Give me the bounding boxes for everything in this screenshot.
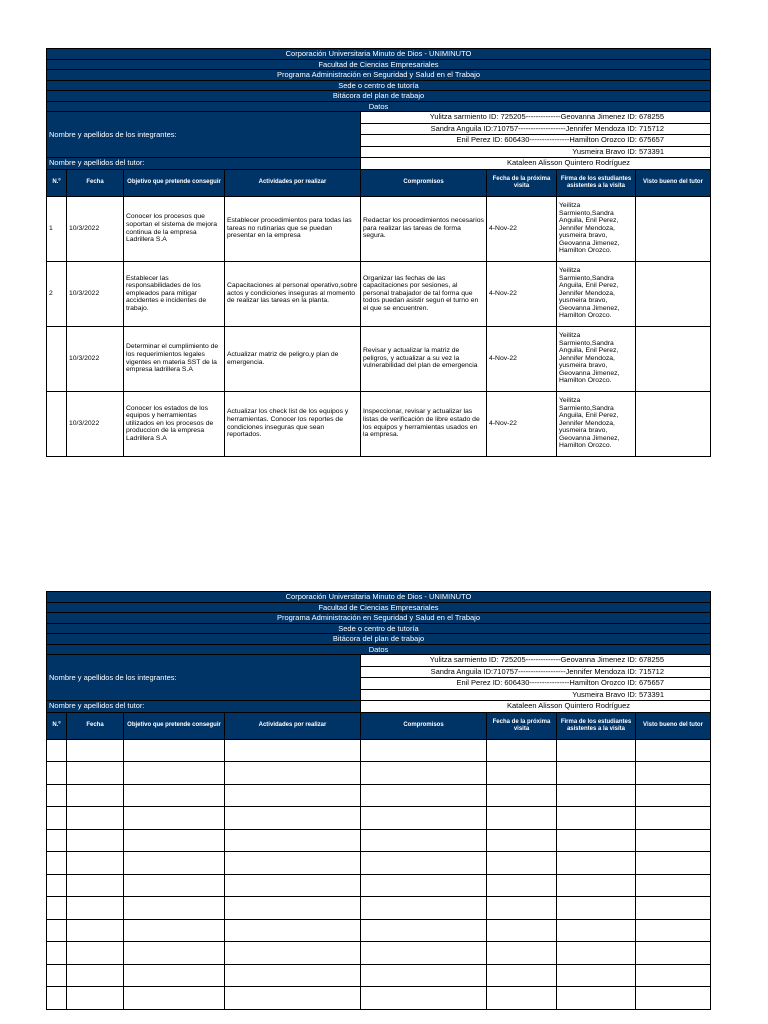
empty-cell xyxy=(557,987,636,1010)
empty-cell xyxy=(225,942,361,965)
row-activities: Actualizar los check list de los equipos y herramientas. Conocer los reportes de condiciones inseguras que sean reportados. xyxy=(225,391,361,456)
empty-cell xyxy=(225,829,361,852)
empty-row xyxy=(47,964,711,987)
empty-cell xyxy=(225,784,361,807)
empty-cell xyxy=(47,942,67,965)
empty-row xyxy=(47,829,711,852)
empty-cell xyxy=(487,964,557,987)
row-signatures: Yeilitza Sarmiento,Sandra Anguila, Enil Perez, Jennifer Mendoza, yusmeira bravo, Geovanna Jimenez, Hamilton Orozco. xyxy=(557,196,636,261)
empty-cell xyxy=(124,784,225,807)
empty-cell xyxy=(557,762,636,785)
row-commitments: Revisar y actualizar la matriz de peligros, y actualizar a su vez la vulnerabilidad del plan de emergencia xyxy=(361,326,487,391)
empty-cell xyxy=(557,829,636,852)
empty-cell xyxy=(557,852,636,875)
row-commitments: Organizar las fechas de las capacitaciones por sesiones, al personal trabajador de tal forma que todos puedan asistir segun el turno en el que se encuentren. xyxy=(361,261,487,326)
empty-cell xyxy=(47,784,67,807)
empty-cell xyxy=(225,807,361,830)
participants-line-4: Yusmeira Bravo ID: 573391 xyxy=(361,146,711,158)
empty-cell xyxy=(225,897,361,920)
participants-line-4: Yusmeira Bravo ID: 573391 xyxy=(361,689,711,701)
empty-cell xyxy=(487,874,557,897)
empty-row xyxy=(47,897,711,920)
col-date: Fecha xyxy=(67,712,124,739)
row-number xyxy=(47,391,67,456)
col-number: N.º xyxy=(47,712,67,739)
empty-cell xyxy=(361,739,487,762)
empty-cell xyxy=(124,942,225,965)
tutor-label: Nombre y apellidos del tutor: xyxy=(47,701,361,713)
empty-cell xyxy=(47,987,67,1010)
empty-cell xyxy=(361,874,487,897)
empty-cell xyxy=(557,942,636,965)
col-commitments: Compromisos xyxy=(361,712,487,739)
center-title: Sede o centro de tutoría xyxy=(47,623,711,634)
col-date: Fecha xyxy=(67,169,124,196)
empty-cell xyxy=(636,762,711,785)
empty-cell xyxy=(557,784,636,807)
col-signatures: Firma de los estudiantes asistentes a la visita xyxy=(557,169,636,196)
empty-row xyxy=(47,919,711,942)
empty-cell xyxy=(225,852,361,875)
row-number: 2 xyxy=(47,261,67,326)
empty-cell xyxy=(67,942,124,965)
row-number: 1 xyxy=(47,196,67,261)
empty-cell xyxy=(124,739,225,762)
empty-cell xyxy=(487,942,557,965)
empty-row xyxy=(47,942,711,965)
empty-cell xyxy=(47,897,67,920)
row-signatures: Yeilitza Sarmiento,Sandra Anguila, Enil Perez, Jennifer Mendoza, yusmeira bravo, Geovanna Jimenez, Hamilton Orozco. xyxy=(557,391,636,456)
empty-row xyxy=(47,762,711,785)
col-activities: Actividades por realizar xyxy=(225,712,361,739)
empty-cell xyxy=(124,829,225,852)
empty-cell xyxy=(47,762,67,785)
col-next-visit: Fecha de la próxima visita xyxy=(487,712,557,739)
empty-cell xyxy=(67,829,124,852)
empty-cell xyxy=(361,942,487,965)
empty-row xyxy=(47,739,711,762)
col-signatures: Firma de los estudiantes asistentes a la visita xyxy=(557,712,636,739)
empty-cell xyxy=(361,807,487,830)
row-objective: Determinar el cumplimiento de los requerimientos legales vigentes en materia SST de la empresa ladrillera S.A xyxy=(124,326,225,391)
col-next-visit: Fecha de la próxima visita xyxy=(487,169,557,196)
col-commitments: Compromisos xyxy=(361,169,487,196)
empty-cell xyxy=(47,739,67,762)
empty-cell xyxy=(487,762,557,785)
faculty-title: Facultad de Ciencias Empresariales xyxy=(47,59,711,70)
table-row xyxy=(47,261,711,326)
row-activities: Establecer procedimientos para todas las tareas no rutinarias que se puedan presentar en la empresa xyxy=(225,196,361,261)
empty-cell xyxy=(47,919,67,942)
empty-cell xyxy=(67,874,124,897)
empty-cell xyxy=(47,964,67,987)
row-approval xyxy=(636,196,711,261)
table-row xyxy=(47,196,711,261)
participants-line-2: Sandra Anguila ID:710757-------------------Jennifer Mendoza ID: 715712 xyxy=(361,666,711,678)
empty-cell xyxy=(487,987,557,1010)
empty-cell xyxy=(124,874,225,897)
work-plan-log-blank xyxy=(46,591,711,1010)
empty-cell xyxy=(361,829,487,852)
empty-cell xyxy=(47,874,67,897)
row-commitments: Redactar los procedimientos necesarios para realizar las tareas de forma segura. xyxy=(361,196,487,261)
empty-row xyxy=(47,852,711,875)
row-next-visit: 4-Nov-22 xyxy=(487,196,557,261)
row-objective: Conocer los estados de los equipos y herramientas utilizados en los procesos de produccion de la empresa Ladrillera S.A xyxy=(124,391,225,456)
empty-cell xyxy=(67,852,124,875)
empty-cell xyxy=(67,987,124,1010)
empty-cell xyxy=(124,964,225,987)
empty-cell xyxy=(67,739,124,762)
empty-cell xyxy=(636,919,711,942)
row-date: 10/3/2022 xyxy=(67,261,124,326)
empty-cell xyxy=(487,897,557,920)
empty-cell xyxy=(67,897,124,920)
empty-cell xyxy=(487,784,557,807)
empty-cell xyxy=(124,919,225,942)
empty-cell xyxy=(225,964,361,987)
participants-line-1: Yulitza sarmiento ID: 725205--------------Geovanna Jimenez ID: 678255 xyxy=(361,112,711,124)
empty-cell xyxy=(636,942,711,965)
empty-cell xyxy=(557,739,636,762)
empty-cell xyxy=(124,897,225,920)
data-title: Datos xyxy=(47,101,711,112)
row-objective: Establecer las responsabilidades de los empleados para mitigar accidentes e incidentes de trabajo. xyxy=(124,261,225,326)
empty-cell xyxy=(47,807,67,830)
empty-cell xyxy=(225,874,361,897)
empty-cell xyxy=(361,964,487,987)
participants-label: Nombre y apellidos de los integrantes: xyxy=(47,655,361,701)
empty-cell xyxy=(487,807,557,830)
empty-cell xyxy=(557,919,636,942)
empty-cell xyxy=(67,762,124,785)
empty-cell xyxy=(636,897,711,920)
row-approval xyxy=(636,326,711,391)
log-title: Bitácora del plan de trabajo xyxy=(47,91,711,102)
empty-cell xyxy=(67,807,124,830)
empty-cell xyxy=(557,897,636,920)
row-next-visit: 4-Nov-22 xyxy=(487,261,557,326)
program-title: Programa Administración en Seguridad y Salud en el Trabajo xyxy=(47,613,711,624)
empty-cell xyxy=(225,739,361,762)
tutor-label: Nombre y apellidos del tutor: xyxy=(47,158,361,170)
row-next-visit: 4-Nov-22 xyxy=(487,391,557,456)
empty-cell xyxy=(636,807,711,830)
participants-line-2: Sandra Anguila ID:710757-------------------Jennifer Mendoza ID: 715712 xyxy=(361,123,711,135)
empty-cell xyxy=(67,919,124,942)
table-row xyxy=(47,326,711,391)
empty-cell xyxy=(124,852,225,875)
tutor-name: Kataleen Alisson Quintero Rodríguez xyxy=(361,701,711,713)
empty-row xyxy=(47,807,711,830)
empty-cell xyxy=(361,784,487,807)
col-objective: Objetivo que pretende conseguir xyxy=(124,712,225,739)
institution-title: Corporación Universitaria Minuto de Dios - UNIMINUTO xyxy=(47,592,711,603)
empty-cell xyxy=(487,919,557,942)
empty-row xyxy=(47,987,711,1010)
empty-cell xyxy=(361,919,487,942)
center-title: Sede o centro de tutoría xyxy=(47,80,711,91)
empty-cell xyxy=(124,762,225,785)
empty-cell xyxy=(225,987,361,1010)
empty-cell xyxy=(225,919,361,942)
empty-cell xyxy=(557,807,636,830)
empty-cell xyxy=(361,897,487,920)
log-title: Bitácora del plan de trabajo xyxy=(47,634,711,645)
empty-cell xyxy=(67,784,124,807)
participants-line-1: Yulitza sarmiento ID: 725205--------------Geovanna Jimenez ID: 678255 xyxy=(361,655,711,667)
program-title: Programa Administración en Seguridad y Salud en el Trabajo xyxy=(47,70,711,81)
empty-row xyxy=(47,874,711,897)
empty-cell xyxy=(636,852,711,875)
col-approval: Visto bueno del tutor xyxy=(636,169,711,196)
empty-cell xyxy=(67,964,124,987)
blank-rows xyxy=(47,739,711,1009)
empty-cell xyxy=(636,874,711,897)
empty-cell xyxy=(636,987,711,1010)
empty-cell xyxy=(47,852,67,875)
row-date: 10/3/2022 xyxy=(67,196,124,261)
row-signatures: Yeilitza Sarmiento,Sandra Anguila, Enil Perez, Jennifer Mendoza, yusmeira bravo, Geovanna Jimenez, Hamilton Orozco. xyxy=(557,326,636,391)
participants-line-3: Enil Perez ID: 606430----------------Hamilton Orozco ID: 675657 xyxy=(361,678,711,690)
empty-cell xyxy=(361,762,487,785)
empty-row xyxy=(47,784,711,807)
table-row xyxy=(47,391,711,456)
row-approval xyxy=(636,261,711,326)
row-activities: Capacitaciones al personal operativo,sobre actos y condiciones inseguras al momento de realizar las tareas en la planta. xyxy=(225,261,361,326)
row-commitments: Inspeccionar, revisar y actualizar las listas de verificación de libre estado de los equipos y herramientas usados en la empresa. xyxy=(361,391,487,456)
empty-cell xyxy=(487,829,557,852)
faculty-title: Facultad de Ciencias Empresariales xyxy=(47,602,711,613)
empty-cell xyxy=(124,987,225,1010)
col-objective: Objetivo que pretende conseguir xyxy=(124,169,225,196)
empty-cell xyxy=(361,852,487,875)
empty-cell xyxy=(636,784,711,807)
row-objective: Conocer los procesos que soportan el sistema de mejora continua de la empresa Ladrillera S.A xyxy=(124,196,225,261)
col-approval: Visto bueno del tutor xyxy=(636,712,711,739)
row-activities: Actualizar matriz de peligro,y plan de emergencia. xyxy=(225,326,361,391)
tutor-name: Kataleen Alisson Quintero Rodríguez xyxy=(361,158,711,170)
empty-cell xyxy=(225,762,361,785)
empty-cell xyxy=(557,964,636,987)
row-next-visit: 4-Nov-22 xyxy=(487,326,557,391)
row-signatures: Yeilitza Sarmiento,Sandra Anguila, Enil Perez, Jennifer Mendoza, yusmeira bravo, Geovanna Jimenez, Hamilton Orozco. xyxy=(557,261,636,326)
col-activities: Actividades por realizar xyxy=(225,169,361,196)
empty-cell xyxy=(487,739,557,762)
row-approval xyxy=(636,391,711,456)
empty-cell xyxy=(124,807,225,830)
empty-cell xyxy=(361,987,487,1010)
empty-cell xyxy=(636,739,711,762)
empty-cell xyxy=(636,829,711,852)
empty-cell xyxy=(636,964,711,987)
col-number: N.º xyxy=(47,169,67,196)
empty-cell xyxy=(557,874,636,897)
empty-cell xyxy=(487,852,557,875)
row-date: 10/3/2022 xyxy=(67,391,124,456)
data-title: Datos xyxy=(47,644,711,655)
row-number xyxy=(47,326,67,391)
empty-cell xyxy=(47,829,67,852)
work-plan-log-filled xyxy=(46,48,711,457)
row-date: 10/3/2022 xyxy=(67,326,124,391)
institution-title: Corporación Universitaria Minuto de Dios - UNIMINUTO xyxy=(47,49,711,60)
participants-label: Nombre y apellidos de los integrantes: xyxy=(47,112,361,158)
participants-line-3: Enil Perez ID: 606430----------------Hamilton Orozco ID: 675657 xyxy=(361,135,711,147)
